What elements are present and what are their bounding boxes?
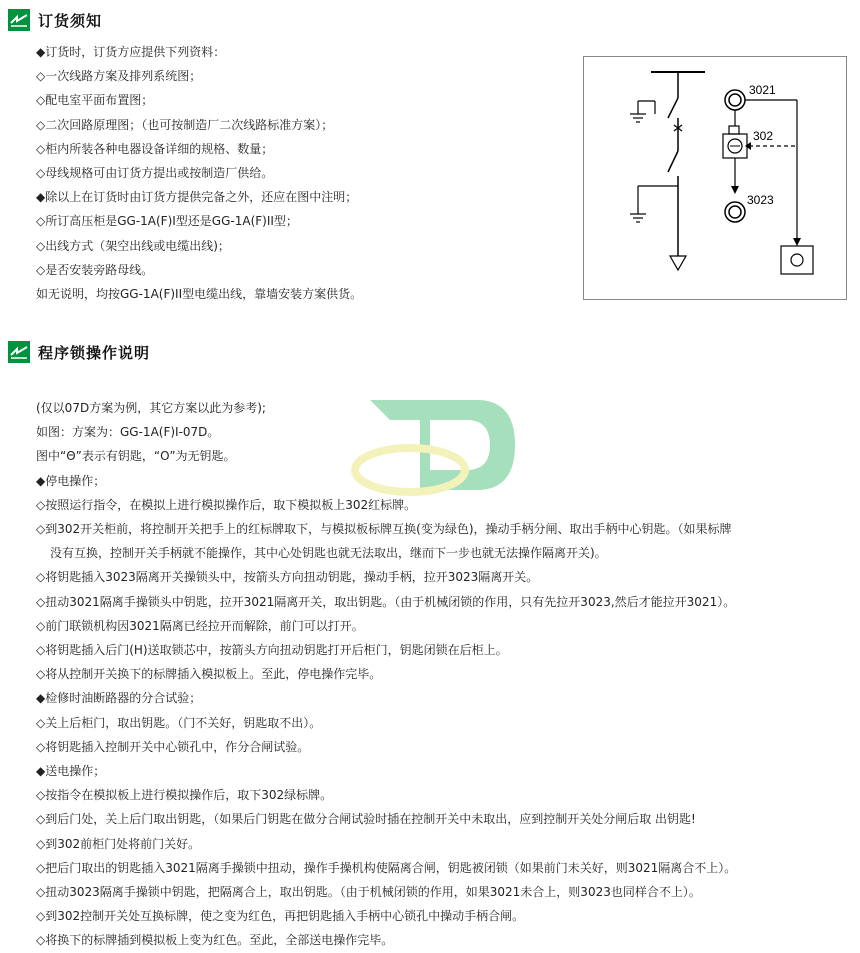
list-item: ◆送电操作； bbox=[36, 764, 106, 779]
list-item: ◇将从控制开关换下的标牌插入模拟板上。至此，停电操作完毕。 bbox=[36, 667, 382, 682]
ordering-info-list bbox=[36, 40, 362, 306]
lightning-badge-icon bbox=[8, 9, 30, 31]
list-item: ◇扭动3021隔离手操锁头中钥匙，拉开3021隔离开关，取出钥匙。（由于机械闭锁的作用，只有先拉开3023,然后才能拉开3021）。 bbox=[36, 594, 736, 609]
list-item: ◇柜内所装各种电器设备详细的规格、数量； bbox=[36, 141, 274, 156]
list-item: 没有互换，控制开关手柄就不能操作，其中心处钥匙也就无法取出，继而下一步也就无法操作隔离开关)。 bbox=[50, 546, 607, 561]
list-item: ◇出线方式（架空出线或电缆出线)； bbox=[36, 238, 230, 253]
list-item: ◇关上后柜门，取出钥匙。（门不关好，钥匙取不出）。 bbox=[36, 715, 322, 730]
list-item: ◇将钥匙插入控制开关中心锁孔中，作分合闸试验。 bbox=[36, 739, 310, 754]
list-item: ◆检修时油断路器的分合试验； bbox=[36, 691, 202, 706]
list-item: ◇一次线路方案及排列系统图； bbox=[36, 69, 202, 84]
list-item: ◇到302开关柜前，将控制开关把手上的红标牌取下，与模拟板标牌互换(变为绿色)，操动手柄分闸、取出手柄中心钥匙。（如果标牌 bbox=[36, 522, 732, 537]
list-item: ◇按指令在模拟板上进行模拟操作后，取下302绿标牌。 bbox=[36, 788, 333, 803]
list-item: ◇母线规格可由订货方提出或按制造厂供给。 bbox=[36, 166, 274, 181]
label-302: 302 bbox=[753, 129, 774, 143]
interlock-circuit-diagram bbox=[583, 56, 847, 300]
list-item: ◇按照运行指令，在模拟上进行模拟操作后，取下模拟板上302红标牌。 bbox=[36, 497, 417, 512]
section-header-lock-operation bbox=[8, 340, 150, 364]
list-item: ◆停电操作； bbox=[36, 473, 106, 488]
list-item: ◇将钥匙插入后门(H)送取锁芯中，按箭头方向扭动钥匙打开后柜门，钥匙闭锁在后柜上。 bbox=[36, 643, 508, 658]
list-item: ◆订货时，订货方应提供下列资料： bbox=[36, 45, 226, 59]
list-item: 如无说明，均按GG-1A(F)II型电缆出线，靠墙安装方案供货。 bbox=[36, 287, 363, 302]
section-title: 程序锁操作说明 bbox=[38, 343, 151, 362]
lightning-badge-icon bbox=[8, 341, 30, 363]
section-title: 订货须知 bbox=[38, 11, 103, 30]
list-item: ◇扭动3023隔离手操锁中钥匙，把隔离合上，取出钥匙。（由于机械闭锁的作用，如果3021未合上，则3023也同样合不上）。 bbox=[36, 885, 701, 900]
list-item: (仅以07D方案为例，其它方案以此为参考); bbox=[36, 401, 266, 415]
list-item: ◇二次回路原理图；（也可按制造厂二次线路标准方案）； bbox=[36, 117, 334, 132]
list-item: ◇到后门处，关上后门取出钥匙，（如果后门钥匙在做分合闸试验时插在控制开关中未取出，应到控制开关处分闸后取 出钥匙! bbox=[36, 812, 696, 827]
list-item: ◇配电室平面布置图； bbox=[36, 93, 154, 108]
section-header-ordering bbox=[8, 8, 102, 32]
label-3021: 3021 bbox=[749, 83, 776, 97]
list-item: ◇把后门取出的钥匙插入3021隔离手操锁中扭动，操作手操机构使隔离合闸，钥匙被闭锁（如果前门未关好，则3021隔离合不上）。 bbox=[36, 860, 737, 875]
list-item: ◇到302控制开关处互换标牌，使之变为红色，再把钥匙插入手柄中心锁孔中操动手柄合闸。 bbox=[36, 909, 525, 924]
list-item: ◇将换下的标牌插到模拟板上变为红色。至此，全部送电操作完毕。 bbox=[36, 933, 394, 948]
list-item: ◇到302前柜门处将前门关好。 bbox=[36, 836, 201, 851]
list-item: ◆除以上在订货时由订货方提供完备之外，还应在图中注明； bbox=[36, 190, 358, 205]
label-3023: 3023 bbox=[747, 193, 774, 207]
list-item: ◇将钥匙插入3023隔离开关操锁头中，按箭头方向扭动钥匙，操动手柄，拉开3023隔离开关。 bbox=[36, 570, 539, 585]
list-item: 如图：方案为：GG-1A(F)I-07D。 bbox=[36, 425, 220, 440]
list-item: ◇前门联锁机构因3021隔离已经拉开而解除，前门可以打开。 bbox=[36, 618, 364, 633]
list-item: 图中“Θ”表示有钥匙，“O”为无钥匙。 bbox=[36, 449, 236, 464]
lock-operation-list bbox=[36, 396, 736, 953]
list-item: ◇所订高压柜是GG-1A(F)I型还是GG-1A(F)II型； bbox=[36, 214, 298, 229]
list-item: ◇是否安装旁路母线。 bbox=[36, 262, 154, 277]
